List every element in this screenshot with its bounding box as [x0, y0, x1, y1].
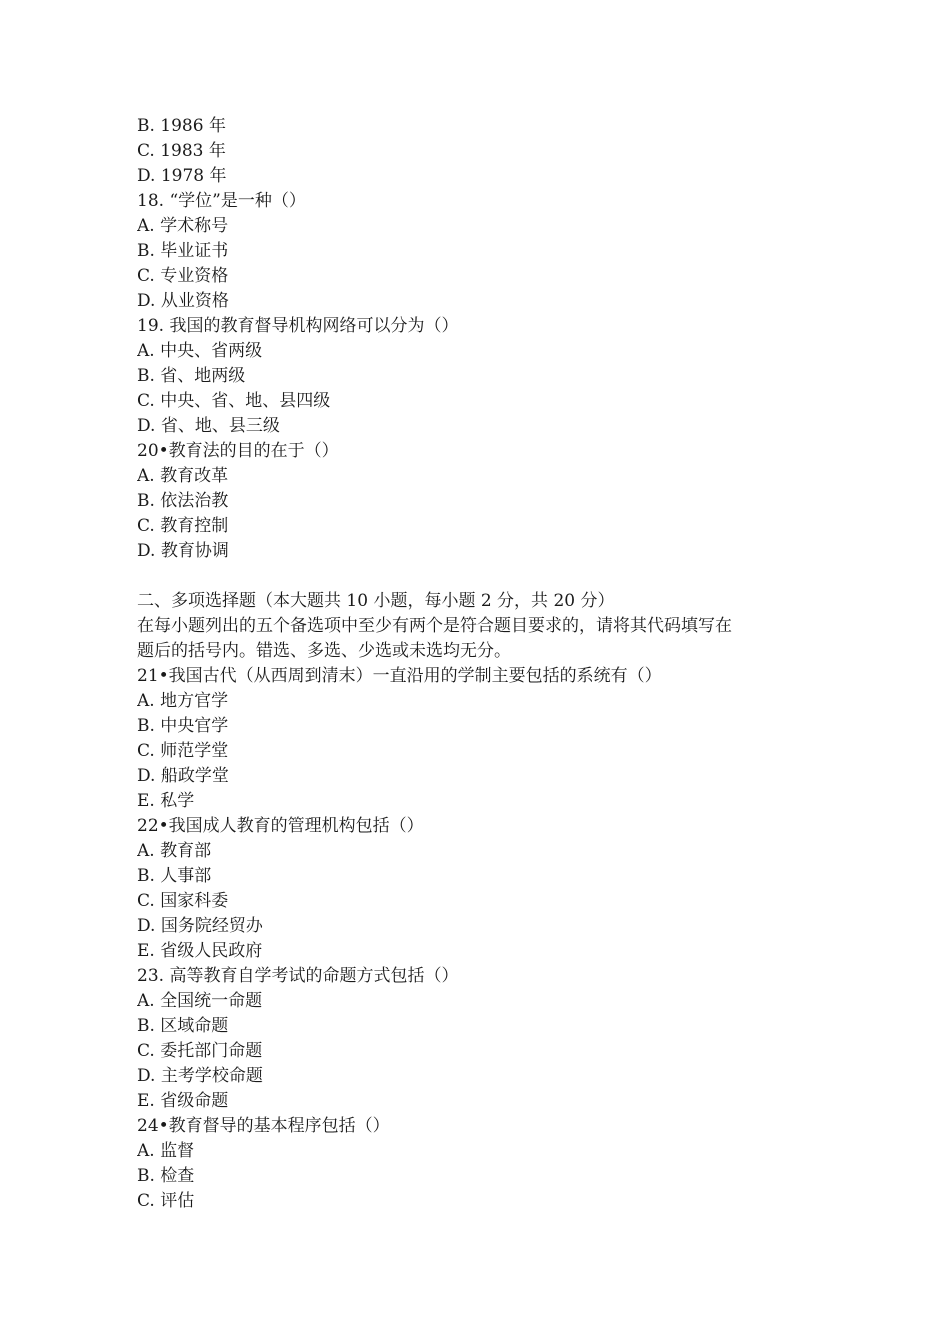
text-line: A. 教育部 — [137, 841, 212, 861]
text-line: B. 人事部 — [137, 866, 212, 886]
text-line: D. 教育协调 — [137, 541, 229, 561]
text-line: E. 省级命题 — [137, 1091, 229, 1111]
text-line: 22•我国成人教育的管理机构包括（） — [137, 816, 424, 836]
text-line: A. 地方官学 — [137, 691, 229, 711]
text-line: B. 依法治教 — [137, 491, 229, 511]
text-line: 24•教育督导的基本程序包括（） — [137, 1116, 390, 1136]
text-line: D. 船政学堂 — [137, 766, 229, 786]
text-line: A. 教育改革 — [137, 466, 229, 486]
text-line: A. 监督 — [137, 1141, 195, 1161]
text-line: C. 1983 年 — [137, 141, 226, 161]
blank-line — [137, 564, 827, 589]
text-line: 23. 高等教育自学考试的命题方式包括（） — [137, 966, 459, 986]
text-line: B. 省、地两级 — [137, 366, 246, 386]
text-line: B. 1986 年 — [137, 116, 226, 136]
text-line: 21•我国古代（从西周到清末）一直沿用的学制主要包括的系统有（） — [137, 666, 662, 686]
text-line: C. 委托部门命题 — [137, 1041, 263, 1061]
text-line: 20•教育法的目的在于（） — [137, 441, 339, 461]
text-line: C. 国家科委 — [137, 891, 229, 911]
text-line: C. 评估 — [137, 1191, 195, 1211]
text-line: B. 区域命题 — [137, 1016, 229, 1036]
text-line: B. 毕业证书 — [137, 241, 229, 261]
text-line: D. 国务院经贸办 — [137, 916, 263, 936]
text-line: B. 检查 — [137, 1166, 195, 1186]
text-line: 题后的括号内。错选、多选、少选或未选均无分。 — [137, 641, 511, 661]
text-line: C. 中央、省、地、县四级 — [137, 391, 331, 411]
text-line: E. 省级人民政府 — [137, 941, 263, 961]
text-line: A. 学术称号 — [137, 216, 229, 236]
text-line: D. 1978 年 — [137, 166, 227, 186]
text-line: B. 中央官学 — [137, 716, 229, 736]
text-line: A. 全国统一命题 — [137, 991, 263, 1011]
text-line: 19. 我国的教育督导机构网络可以分为（） — [137, 316, 459, 336]
text-line: C. 专业资格 — [137, 266, 229, 286]
text-line: C. 教育控制 — [137, 516, 229, 536]
text-line: C. 师范学堂 — [137, 741, 229, 761]
text-line: 在每小题列出的五个备选项中至少有两个是符合题目要求的，请将其代码填写在 — [137, 616, 732, 636]
document-body — [137, 114, 827, 1214]
text-line: 18. “学位”是一种（） — [137, 191, 306, 211]
text-line: D. 主考学校命题 — [137, 1066, 263, 1086]
text-line: A. 中央、省两级 — [137, 341, 263, 361]
text-line: D. 从业资格 — [137, 291, 229, 311]
text-line: E. 私学 — [137, 791, 195, 811]
text-line: D. 省、地、县三级 — [137, 416, 280, 436]
text-line: 二、多项选择题（本大题共 10 小题，每小题 2 分，共 20 分） — [137, 591, 615, 611]
